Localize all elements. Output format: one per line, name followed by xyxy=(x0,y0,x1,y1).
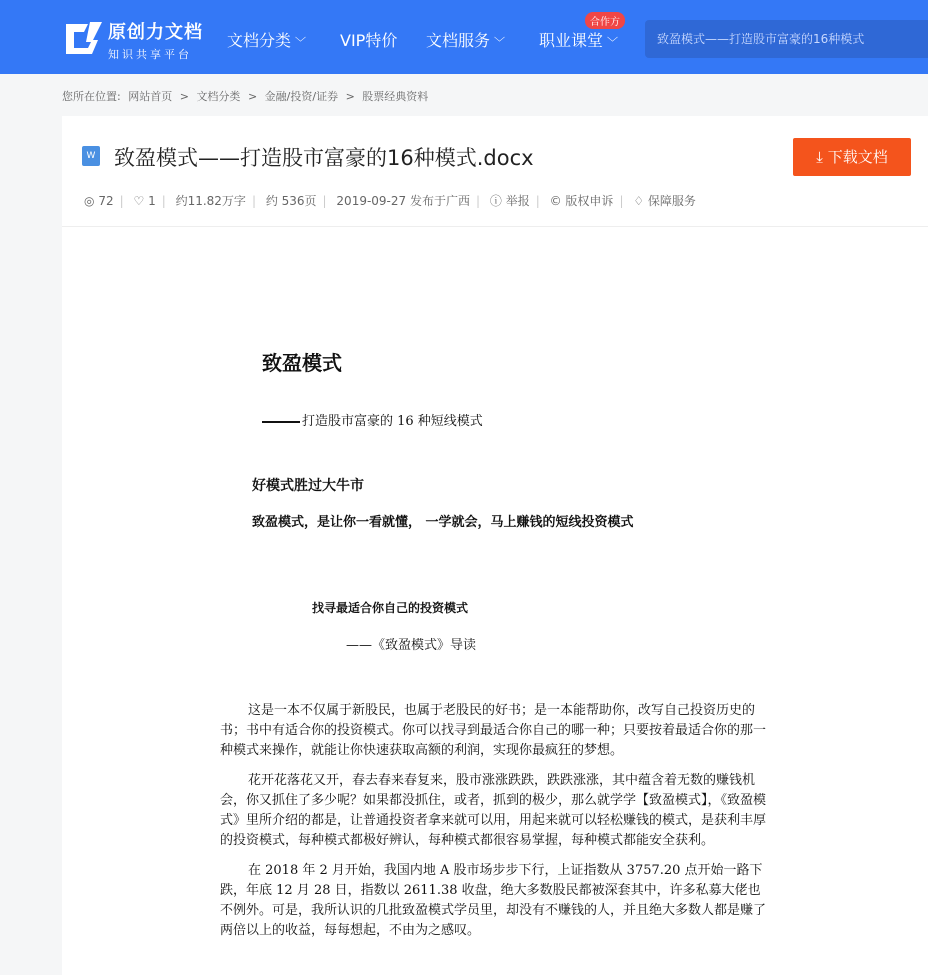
download-label: 下载文档 xyxy=(827,148,888,166)
document-header-card xyxy=(62,116,928,226)
word-count: 约11.82万字 xyxy=(175,194,246,208)
breadcrumb xyxy=(62,88,432,104)
breadcrumb-category[interactable]: 文档分类 xyxy=(196,90,241,103)
brand-name: 原创力文档 xyxy=(108,22,203,43)
search-box[interactable] xyxy=(645,20,928,58)
alert-icon: ⓘ xyxy=(489,194,502,208)
likes-count: 1 xyxy=(148,194,156,208)
nav-doc-service[interactable] xyxy=(426,28,505,51)
document-title: 致盈模式——打造股市富豪的16种模式.docx xyxy=(114,146,534,170)
chevron-down-icon: ﹀ xyxy=(494,36,506,49)
nav-doc-category[interactable] xyxy=(227,28,306,51)
breadcrumb-sep: > xyxy=(345,90,355,103)
doc-subheading xyxy=(262,410,483,429)
doc-intro-title: 找寻最适合你自己的投资模式 xyxy=(312,601,469,615)
document-preview[interactable] xyxy=(62,226,928,975)
breadcrumb-sep: > xyxy=(179,90,189,103)
doc-paragraph: 在 2018 年 2 月开始，我国内地 A 股市场步步下行，上证指数从 3757.20 点开始一路下跌，年底 12 月 28 日，指数以 2611.38 收盘，绝大多数股民都被深套其中，许多私募大佬也不例外。可是，我所认识的几批致盈模式学员里，却没有不赚钱的人，并且绝大多数人都是赚了两倍以上的收益，每每想起，不由为之感叹。 xyxy=(220,863,767,938)
report-link[interactable] xyxy=(490,194,530,208)
search-input[interactable] xyxy=(655,31,919,47)
download-button[interactable] xyxy=(793,138,911,176)
top-navbar xyxy=(0,0,928,74)
doc-section-tagline: 致盈模式，是让你一看就懂， 一学就会，马上赚钱的短线投资模式 xyxy=(252,515,634,530)
doc-body xyxy=(220,701,770,951)
doc-paragraph: 这是一本不仅属于新股民，也属于老股民的好书；是一本能帮助你，改写自己投资历史的书；书中有适合你的投资模式。你可以找寻到最适合你自己的哪一种；只要按着最适合你的那一种模式来操作，就能让你快速获取高额的利润，实现你最疯狂的梦想。 xyxy=(220,703,767,758)
breadcrumb-sep: > xyxy=(247,90,258,103)
doc-subheading-text: 打造股市富豪的 16 种短线模式 xyxy=(302,414,483,429)
breadcrumb-finance[interactable]: 金融/投资/证券 xyxy=(264,90,339,103)
download-icon: ⤓ xyxy=(816,148,823,166)
shield-icon: ♢ xyxy=(633,194,645,208)
copyright-icon: © xyxy=(549,194,562,208)
nav-label: 职业课堂 xyxy=(539,31,604,50)
chevron-down-icon: ﹀ xyxy=(607,36,619,49)
word-file-icon: W xyxy=(82,146,100,166)
page-count: 约 536页 xyxy=(265,194,317,208)
heart-icon[interactable]: ♡ xyxy=(133,194,145,208)
views-count: 72 xyxy=(98,194,114,208)
doc-intro-subtitle: ——《致盈模式》导读 xyxy=(346,638,477,653)
brand[interactable] xyxy=(108,18,203,62)
nav-vip[interactable] xyxy=(340,28,397,51)
nav-label: 文档分类 xyxy=(227,31,292,50)
publish-date: 2019-09-27 发布于广西 xyxy=(336,194,470,208)
copyright-label: 版权申诉 xyxy=(565,194,614,208)
copyright-link[interactable] xyxy=(550,194,614,208)
breadcrumb-stock[interactable]: 股票经典资料 xyxy=(362,90,429,103)
nav-career-class[interactable] xyxy=(539,28,618,51)
document-meta: ◎ 72 | ♡ 1 | 约11.82万字 | 约 536页 | 2019-09-27 发布于广西 | ⓘ 举报 | © 版权申诉 | ♢ 保障服务 xyxy=(84,194,696,208)
nav-label: VIP特价 xyxy=(340,31,398,50)
nav-label: 文档服务 xyxy=(426,31,491,50)
breadcrumb-home[interactable]: 网站首页 xyxy=(128,90,173,103)
report-label: 举报 xyxy=(505,194,530,208)
breadcrumb-prefix: 您所在位置: xyxy=(62,90,121,103)
brand-subtitle: 知识共享平台 xyxy=(108,48,192,61)
doc-heading: 致盈模式 xyxy=(262,351,342,375)
chevron-down-icon: ﹀ xyxy=(295,36,307,49)
eye-icon: ◎ xyxy=(84,194,95,208)
partner-badge: 合作方 xyxy=(585,12,625,29)
doc-section-title: 好模式胜过大牛市 xyxy=(252,478,364,494)
logo-icon[interactable] xyxy=(62,18,104,58)
guarantee-link[interactable] xyxy=(633,194,696,208)
guarantee-label: 保障服务 xyxy=(647,194,696,208)
doc-paragraph: 花开花落花又开，春去春来春复来，股市涨涨跌跌，跌跌涨涨，其中蕴含着无数的赚钱机会，你又抓住了多少呢？如果都没抓住，或者，抓到的极少，那么就学学【致盈模式】，《致盈模式》里所介绍的都是，让普通投资者拿来就可以用，用起来就可以轻松赚钱的模式，是获利丰厚的投资模式，每种模式都极好辨认，每种模式都很容易掌握，每种模式都能安全获利。 xyxy=(220,773,767,848)
